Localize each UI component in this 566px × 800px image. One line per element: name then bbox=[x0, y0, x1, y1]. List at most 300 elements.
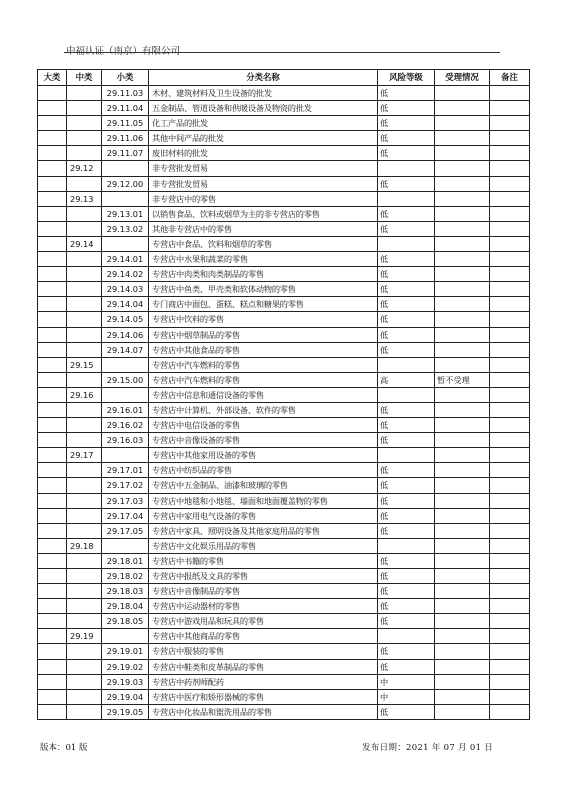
cell-acceptance bbox=[435, 342, 490, 357]
cell-risk-level: 低 bbox=[378, 327, 435, 342]
cell-sub: 29.15.00 bbox=[102, 372, 149, 387]
cell-sub: 29.19.03 bbox=[102, 674, 149, 689]
cell-category-name: 废旧材料的批发 bbox=[149, 146, 378, 161]
cell-risk-level: 低 bbox=[378, 553, 435, 568]
table-row bbox=[38, 569, 530, 584]
cell-acceptance bbox=[435, 236, 490, 251]
table-row bbox=[38, 191, 530, 206]
table-row bbox=[38, 327, 530, 342]
table-row bbox=[38, 553, 530, 568]
table-row bbox=[38, 674, 530, 689]
table-row bbox=[38, 372, 530, 387]
cell-risk-level: 低 bbox=[378, 659, 435, 674]
cell-mid bbox=[67, 101, 102, 116]
cell-note bbox=[490, 297, 530, 312]
cell-sub: 29.17.01 bbox=[102, 463, 149, 478]
cell-mid bbox=[67, 282, 102, 297]
cell-major bbox=[38, 282, 67, 297]
cell-acceptance bbox=[435, 689, 490, 704]
cell-risk-level bbox=[378, 448, 435, 463]
cell-sub: 29.13.02 bbox=[102, 221, 149, 236]
table-row bbox=[38, 342, 530, 357]
cell-sub: 29.19.05 bbox=[102, 704, 149, 719]
cell-major bbox=[38, 387, 67, 402]
cell-category-name: 专营店中烟草制品的零售 bbox=[149, 327, 378, 342]
cell-note bbox=[490, 372, 530, 387]
cell-category-name: 专营店中报纸及文具的零售 bbox=[149, 569, 378, 584]
cell-category-name: 专营店中医疗和矫形器械的零售 bbox=[149, 689, 378, 704]
table-row bbox=[38, 538, 530, 553]
cell-risk-level: 低 bbox=[378, 116, 435, 131]
cell-mid bbox=[67, 146, 102, 161]
cell-major bbox=[38, 86, 67, 101]
cell-sub: 29.19.01 bbox=[102, 644, 149, 659]
cell-category-name: 专营店中汽车燃料的零售 bbox=[149, 372, 378, 387]
column-header-acceptance: 受理情况 bbox=[435, 70, 490, 86]
cell-acceptance bbox=[435, 327, 490, 342]
cell-category-name: 五金制品、管道设备和供暖设备及物资的批发 bbox=[149, 101, 378, 116]
cell-acceptance bbox=[435, 146, 490, 161]
cell-mid bbox=[67, 508, 102, 523]
cell-mid bbox=[67, 206, 102, 221]
cell-note bbox=[490, 86, 530, 101]
cell-note bbox=[490, 146, 530, 161]
cell-mid bbox=[67, 659, 102, 674]
cell-category-name: 专营店中电信设备的零售 bbox=[149, 418, 378, 433]
cell-risk-level: 低 bbox=[378, 131, 435, 146]
cell-mid bbox=[67, 463, 102, 478]
cell-acceptance bbox=[435, 221, 490, 236]
cell-mid bbox=[67, 131, 102, 146]
cell-major bbox=[38, 116, 67, 131]
cell-mid bbox=[67, 402, 102, 417]
cell-major bbox=[38, 584, 67, 599]
cell-risk-level: 低 bbox=[378, 312, 435, 327]
cell-mid: 29.18 bbox=[67, 538, 102, 553]
cell-note bbox=[490, 116, 530, 131]
cell-note bbox=[490, 312, 530, 327]
table-row bbox=[38, 312, 530, 327]
table-row bbox=[38, 614, 530, 629]
table-row bbox=[38, 146, 530, 161]
cell-sub: 29.14.06 bbox=[102, 327, 149, 342]
cell-sub: 29.14.05 bbox=[102, 312, 149, 327]
cell-acceptance bbox=[435, 704, 490, 719]
cell-acceptance bbox=[435, 569, 490, 584]
cell-sub: 29.13.01 bbox=[102, 206, 149, 221]
table-row bbox=[38, 659, 530, 674]
column-header-major: 大类 bbox=[38, 70, 67, 86]
cell-sub bbox=[102, 191, 149, 206]
cell-risk-level: 低 bbox=[378, 206, 435, 221]
cell-mid bbox=[67, 644, 102, 659]
cell-acceptance bbox=[435, 282, 490, 297]
cell-sub bbox=[102, 538, 149, 553]
cell-sub: 29.11.07 bbox=[102, 146, 149, 161]
cell-note bbox=[490, 463, 530, 478]
cell-mid: 29.16 bbox=[67, 387, 102, 402]
cell-acceptance bbox=[435, 508, 490, 523]
table-row bbox=[38, 418, 530, 433]
cell-note bbox=[490, 236, 530, 251]
cell-category-name: 专营店中药剂师配药 bbox=[149, 674, 378, 689]
cell-major bbox=[38, 101, 67, 116]
cell-acceptance bbox=[435, 387, 490, 402]
cell-mid: 29.17 bbox=[67, 448, 102, 463]
cell-risk-level: 低 bbox=[378, 176, 435, 191]
cell-category-name: 专营店中鱼类、甲壳类和软体动物的零售 bbox=[149, 282, 378, 297]
cell-major bbox=[38, 629, 67, 644]
table-row bbox=[38, 206, 530, 221]
cell-acceptance bbox=[435, 101, 490, 116]
cell-major bbox=[38, 312, 67, 327]
cell-sub: 29.14.07 bbox=[102, 342, 149, 357]
cell-acceptance bbox=[435, 176, 490, 191]
cell-note bbox=[490, 493, 530, 508]
cell-category-name: 非专营批发贸易 bbox=[149, 161, 378, 176]
table-row bbox=[38, 267, 530, 282]
cell-major bbox=[38, 176, 67, 191]
cell-mid bbox=[67, 176, 102, 191]
cell-category-name: 专营店中音像设备的零售 bbox=[149, 433, 378, 448]
cell-risk-level: 低 bbox=[378, 297, 435, 312]
cell-sub: 29.11.04 bbox=[102, 101, 149, 116]
cell-note bbox=[490, 614, 530, 629]
cell-category-name: 专营店中其他食品的零售 bbox=[149, 342, 378, 357]
cell-acceptance bbox=[435, 357, 490, 372]
cell-acceptance bbox=[435, 433, 490, 448]
cell-risk-level: 中 bbox=[378, 689, 435, 704]
cell-acceptance bbox=[435, 402, 490, 417]
cell-risk-level: 低 bbox=[378, 402, 435, 417]
cell-risk-level: 低 bbox=[378, 267, 435, 282]
cell-mid bbox=[67, 584, 102, 599]
cell-note bbox=[490, 206, 530, 221]
cell-note bbox=[490, 644, 530, 659]
cell-note bbox=[490, 327, 530, 342]
cell-major bbox=[38, 327, 67, 342]
cell-major bbox=[38, 674, 67, 689]
cell-note bbox=[490, 161, 530, 176]
cell-risk-level: 低 bbox=[378, 569, 435, 584]
cell-category-name: 专门商店中面包、蛋糕、糕点和糖果的零售 bbox=[149, 297, 378, 312]
cell-note bbox=[490, 659, 530, 674]
cell-note bbox=[490, 131, 530, 146]
company-header: 中福认证（南京）有限公司 bbox=[66, 46, 181, 57]
cell-acceptance bbox=[435, 267, 490, 282]
table-row bbox=[38, 131, 530, 146]
cell-major bbox=[38, 478, 67, 493]
cell-note bbox=[490, 101, 530, 116]
cell-note bbox=[490, 418, 530, 433]
cell-mid bbox=[67, 86, 102, 101]
cell-mid bbox=[67, 478, 102, 493]
cell-category-name: 专营店中服装的零售 bbox=[149, 644, 378, 659]
cell-major bbox=[38, 463, 67, 478]
version-label: 版本：01 版 bbox=[40, 743, 88, 753]
cell-note bbox=[490, 267, 530, 282]
cell-acceptance bbox=[435, 191, 490, 206]
cell-sub: 29.18.05 bbox=[102, 614, 149, 629]
table-row bbox=[38, 387, 530, 402]
cell-acceptance bbox=[435, 553, 490, 568]
cell-major bbox=[38, 433, 67, 448]
cell-sub bbox=[102, 448, 149, 463]
table-row bbox=[38, 86, 530, 101]
cell-note bbox=[490, 433, 530, 448]
column-header-risk: 风险等级 bbox=[378, 70, 435, 86]
cell-major bbox=[38, 236, 67, 251]
table-row bbox=[38, 236, 530, 251]
cell-acceptance bbox=[435, 659, 490, 674]
cell-risk-level bbox=[378, 357, 435, 372]
cell-acceptance bbox=[435, 312, 490, 327]
cell-category-name: 非专营店中的零售 bbox=[149, 191, 378, 206]
cell-acceptance bbox=[435, 418, 490, 433]
table-row bbox=[38, 402, 530, 417]
cell-sub: 29.11.05 bbox=[102, 116, 149, 131]
table-row bbox=[38, 297, 530, 312]
cell-sub: 29.17.05 bbox=[102, 523, 149, 538]
cell-sub bbox=[102, 236, 149, 251]
cell-risk-level bbox=[378, 538, 435, 553]
table-row bbox=[38, 221, 530, 236]
cell-acceptance bbox=[435, 629, 490, 644]
cell-sub: 29.18.03 bbox=[102, 584, 149, 599]
cell-risk-level: 低 bbox=[378, 433, 435, 448]
cell-sub: 29.17.03 bbox=[102, 493, 149, 508]
cell-major bbox=[38, 493, 67, 508]
cell-major bbox=[38, 191, 67, 206]
cell-sub: 29.16.01 bbox=[102, 402, 149, 417]
cell-category-name: 专营店中家具、照明设备及其他家庭用品的零售 bbox=[149, 523, 378, 538]
cell-mid bbox=[67, 493, 102, 508]
cell-mid bbox=[67, 372, 102, 387]
cell-risk-level: 低 bbox=[378, 493, 435, 508]
cell-major bbox=[38, 704, 67, 719]
cell-major bbox=[38, 599, 67, 614]
cell-major bbox=[38, 448, 67, 463]
cell-risk-level bbox=[378, 191, 435, 206]
cell-category-name: 专营店中地毯和小地毯、墙面和地面覆盖物的零售 bbox=[149, 493, 378, 508]
cell-major bbox=[38, 689, 67, 704]
cell-risk-level: 低 bbox=[378, 418, 435, 433]
cell-acceptance bbox=[435, 644, 490, 659]
cell-category-name: 专营店中汽车燃料的零售 bbox=[149, 357, 378, 372]
cell-category-name: 木材、建筑材料及卫生设备的批发 bbox=[149, 86, 378, 101]
cell-acceptance bbox=[435, 252, 490, 267]
cell-risk-level: 高 bbox=[378, 372, 435, 387]
cell-risk-level: 低 bbox=[378, 101, 435, 116]
cell-risk-level: 低 bbox=[378, 146, 435, 161]
cell-category-name: 专营店中文化娱乐用品的零售 bbox=[149, 538, 378, 553]
cell-sub: 29.17.02 bbox=[102, 478, 149, 493]
cell-sub: 29.14.02 bbox=[102, 267, 149, 282]
cell-category-name: 专营店中计算机、外部设备、软件的零售 bbox=[149, 402, 378, 417]
cell-major bbox=[38, 523, 67, 538]
cell-note bbox=[490, 221, 530, 236]
cell-risk-level: 低 bbox=[378, 704, 435, 719]
cell-note bbox=[490, 402, 530, 417]
table-body bbox=[38, 86, 530, 720]
cell-note bbox=[490, 478, 530, 493]
cell-sub: 29.16.02 bbox=[102, 418, 149, 433]
cell-mid bbox=[67, 267, 102, 282]
cell-major bbox=[38, 418, 67, 433]
cell-risk-level: 低 bbox=[378, 282, 435, 297]
cell-acceptance bbox=[435, 674, 490, 689]
cell-acceptance: 暂不受理 bbox=[435, 372, 490, 387]
cell-mid bbox=[67, 342, 102, 357]
cell-risk-level bbox=[378, 161, 435, 176]
table-row bbox=[38, 176, 530, 191]
table-row bbox=[38, 508, 530, 523]
cell-category-name: 化工产品的批发 bbox=[149, 116, 378, 131]
cell-sub: 29.18.04 bbox=[102, 599, 149, 614]
cell-mid bbox=[67, 327, 102, 342]
table-row bbox=[38, 282, 530, 297]
cell-major bbox=[38, 402, 67, 417]
cell-mid: 29.13 bbox=[67, 191, 102, 206]
cell-risk-level: 低 bbox=[378, 523, 435, 538]
cell-major bbox=[38, 161, 67, 176]
cell-major bbox=[38, 614, 67, 629]
cell-sub: 29.11.06 bbox=[102, 131, 149, 146]
table-row bbox=[38, 689, 530, 704]
cell-mid bbox=[67, 116, 102, 131]
cell-category-name: 专营店中音像制品的零售 bbox=[149, 584, 378, 599]
cell-acceptance bbox=[435, 463, 490, 478]
cell-mid bbox=[67, 614, 102, 629]
cell-major bbox=[38, 221, 67, 236]
cell-risk-level: 低 bbox=[378, 252, 435, 267]
table-header-row bbox=[38, 70, 530, 86]
cell-sub: 29.16.03 bbox=[102, 433, 149, 448]
cell-sub bbox=[102, 161, 149, 176]
cell-category-name: 专营店中其他家用设备的零售 bbox=[149, 448, 378, 463]
cell-risk-level: 低 bbox=[378, 599, 435, 614]
cell-sub bbox=[102, 357, 149, 372]
cell-major bbox=[38, 252, 67, 267]
cell-major bbox=[38, 267, 67, 282]
cell-note bbox=[490, 448, 530, 463]
cell-sub: 29.12.00 bbox=[102, 176, 149, 191]
cell-risk-level bbox=[378, 387, 435, 402]
cell-sub: 29.17.04 bbox=[102, 508, 149, 523]
table-row bbox=[38, 433, 530, 448]
cell-major bbox=[38, 131, 67, 146]
cell-category-name: 专营店中纺织品的零售 bbox=[149, 463, 378, 478]
column-header-sub: 小类 bbox=[102, 70, 149, 86]
cell-category-name: 其他中间产品的批发 bbox=[149, 131, 378, 146]
table-row bbox=[38, 493, 530, 508]
cell-acceptance bbox=[435, 297, 490, 312]
cell-major bbox=[38, 342, 67, 357]
cell-category-name: 专营店中其他商品的零售 bbox=[149, 629, 378, 644]
cell-category-name: 非专营批发贸易 bbox=[149, 176, 378, 191]
table-row bbox=[38, 448, 530, 463]
cell-category-name: 以销售食品、饮料或烟草为主的非专营店的零售 bbox=[149, 206, 378, 221]
cell-acceptance bbox=[435, 448, 490, 463]
cell-acceptance bbox=[435, 116, 490, 131]
cell-major bbox=[38, 659, 67, 674]
table-row bbox=[38, 584, 530, 599]
cell-category-name: 专营店中运动器材的零售 bbox=[149, 599, 378, 614]
cell-mid bbox=[67, 674, 102, 689]
cell-risk-level: 低 bbox=[378, 221, 435, 236]
cell-mid bbox=[67, 252, 102, 267]
cell-risk-level: 低 bbox=[378, 342, 435, 357]
classification-table bbox=[37, 69, 530, 720]
table-row bbox=[38, 357, 530, 372]
cell-risk-level: 低 bbox=[378, 644, 435, 659]
cell-category-name: 专营店中游戏用品和玩具的零售 bbox=[149, 614, 378, 629]
cell-note bbox=[490, 508, 530, 523]
table-row bbox=[38, 629, 530, 644]
cell-risk-level: 低 bbox=[378, 86, 435, 101]
cell-sub: 29.19.02 bbox=[102, 659, 149, 674]
cell-sub: 29.19.04 bbox=[102, 689, 149, 704]
cell-mid: 29.15 bbox=[67, 357, 102, 372]
cell-note bbox=[490, 387, 530, 402]
cell-note bbox=[490, 674, 530, 689]
release-date-label: 发布日期：2021 年 07 月 01 日 bbox=[362, 743, 494, 753]
cell-mid: 29.14 bbox=[67, 236, 102, 251]
cell-acceptance bbox=[435, 131, 490, 146]
cell-category-name: 专营店中家用电气设备的零售 bbox=[149, 508, 378, 523]
table-row bbox=[38, 704, 530, 719]
cell-note bbox=[490, 176, 530, 191]
cell-category-name: 专营店中肉类和肉类制品的零售 bbox=[149, 267, 378, 282]
cell-major bbox=[38, 206, 67, 221]
cell-mid bbox=[67, 599, 102, 614]
cell-category-name: 专营店中鞋类和皮革制品的零售 bbox=[149, 659, 378, 674]
cell-mid: 29.12 bbox=[67, 161, 102, 176]
cell-category-name: 专营店中信息和通信设备的零售 bbox=[149, 387, 378, 402]
cell-sub: 29.14.01 bbox=[102, 252, 149, 267]
cell-risk-level: 低 bbox=[378, 614, 435, 629]
cell-mid bbox=[67, 297, 102, 312]
cell-mid bbox=[67, 569, 102, 584]
cell-note bbox=[490, 689, 530, 704]
cell-note bbox=[490, 569, 530, 584]
cell-note bbox=[490, 553, 530, 568]
table-row bbox=[38, 599, 530, 614]
cell-sub bbox=[102, 629, 149, 644]
cell-sub: 29.11.03 bbox=[102, 86, 149, 101]
cell-category-name: 专营店中水果和蔬菜的零售 bbox=[149, 252, 378, 267]
cell-acceptance bbox=[435, 478, 490, 493]
cell-category-name: 专营店中饮料的零售 bbox=[149, 312, 378, 327]
cell-risk-level bbox=[378, 236, 435, 251]
cell-acceptance bbox=[435, 161, 490, 176]
cell-major bbox=[38, 538, 67, 553]
cell-note bbox=[490, 538, 530, 553]
cell-major bbox=[38, 146, 67, 161]
cell-category-name: 专营店中书籍的零售 bbox=[149, 553, 378, 568]
cell-mid bbox=[67, 418, 102, 433]
cell-mid bbox=[67, 689, 102, 704]
cell-mid bbox=[67, 553, 102, 568]
cell-acceptance bbox=[435, 493, 490, 508]
cell-major bbox=[38, 297, 67, 312]
cell-risk-level bbox=[378, 629, 435, 644]
cell-acceptance bbox=[435, 584, 490, 599]
cell-mid bbox=[67, 221, 102, 236]
column-header-note: 备注 bbox=[490, 70, 530, 86]
cell-sub: 29.18.01 bbox=[102, 553, 149, 568]
cell-mid bbox=[67, 433, 102, 448]
